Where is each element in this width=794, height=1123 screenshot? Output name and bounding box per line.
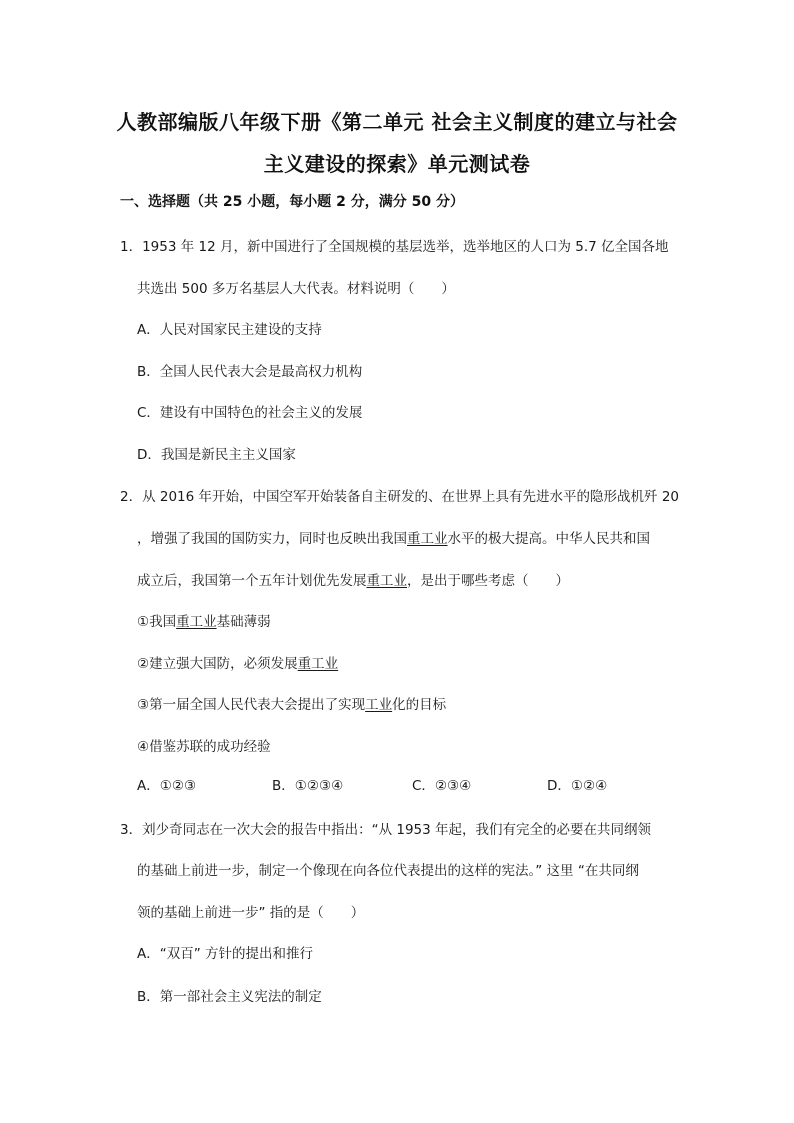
q2-option-b: B．①②③④ xyxy=(272,778,344,794)
q2-stem-line-1: 2．从 2016 年开始，中国空军开始装备自主研发的、在世界上具有先进水平的隐形战机歼 20 xyxy=(120,489,679,505)
q2-underlined-term: 重工业 xyxy=(176,614,217,630)
q2-item-1-part-b: 基础薄弱 xyxy=(216,614,271,630)
q2-item-1 xyxy=(137,610,271,630)
q3-stem-line-2: 的基础上前进一步，制定一个像现在向各位代表提出的这样的宪法。” 这里 “在共同纲 xyxy=(137,863,639,879)
q2-item-3-part-a: ③第一届全国人民代表大会提出了实现 xyxy=(137,697,366,713)
q2-item-4: ④借鉴苏联的成功经验 xyxy=(137,739,271,755)
document-title-line-2: 主义建设的探索》单元测试卷 xyxy=(263,152,531,176)
q1-option-b: B．全国人民代表大会是最高权力机构 xyxy=(137,364,363,380)
q2-option-c: C．②③④ xyxy=(412,778,472,794)
q2-item-1-part-a: ①我国 xyxy=(137,614,177,630)
q2-underlined-term: 重工业 xyxy=(366,573,407,589)
q2-item-2-part-a: ②建立强大国防，必须发展 xyxy=(137,656,298,672)
q2-option-d: D．①②④ xyxy=(547,778,608,794)
q2-stem-line-3-part-b: ，是出于哪些考虑（ ） xyxy=(407,573,569,589)
q3-option-a: A．“双百” 方针的提出和推行 xyxy=(137,946,314,962)
q1-stem-line-2: 共选出 500 多万名基层人大代表。材料说明（ ） xyxy=(137,281,455,297)
q2-underlined-term: 重工业 xyxy=(407,531,448,547)
q3-option-b: B．第一部社会主义宪法的制定 xyxy=(137,989,322,1005)
q3-stem-line-1: 3．刘少奇同志在一次大会的报告中指出：“从 1953 年起，我们有完全的必要在共同纲领 xyxy=(120,822,652,838)
q2-item-2 xyxy=(137,652,338,672)
q2-stem-line-2-part-a: ，增强了我国的国防实力，同时也反映出我国 xyxy=(137,531,407,547)
q1-option-c: C．建设有中国特色的社会主义的发展 xyxy=(137,405,363,421)
q2-stem-line-3-part-a: 成立后，我国第一个五年计划优先发展 xyxy=(137,573,367,589)
q2-underlined-term: 工业 xyxy=(365,697,393,713)
q1-stem-line-1: 1．1953 年 12 月，新中国进行了全国规模的基层选举，选举地区的人口为 5.7 亿全国各地 xyxy=(120,239,669,255)
document-title-line-1: 人教部编版八年级下册《第二单元 社会主义制度的建立与社会 xyxy=(116,110,678,134)
q1-option-d: D．我国是新民主主义国家 xyxy=(137,447,296,463)
q2-underlined-term: 重工业 xyxy=(297,656,339,672)
q2-item-3-part-b: 化的目标 xyxy=(392,697,447,713)
q2-stem-line-2 xyxy=(137,527,650,547)
q2-option-a: A．①②③ xyxy=(137,778,197,794)
q3-stem-line-3: 领的基础上前进一步” 指的是（ ） xyxy=(137,905,365,921)
q2-stem-line-2-part-b: 水平的极大提高。中华人民共和国 xyxy=(447,531,650,547)
q1-option-a: A．人民对国家民主建设的支持 xyxy=(137,322,322,338)
q2-stem-line-3 xyxy=(137,569,569,589)
section-heading: 一、选择题（共 25 小题，每小题 2 分，满分 50 分） xyxy=(120,194,464,210)
q2-item-3 xyxy=(137,693,446,713)
